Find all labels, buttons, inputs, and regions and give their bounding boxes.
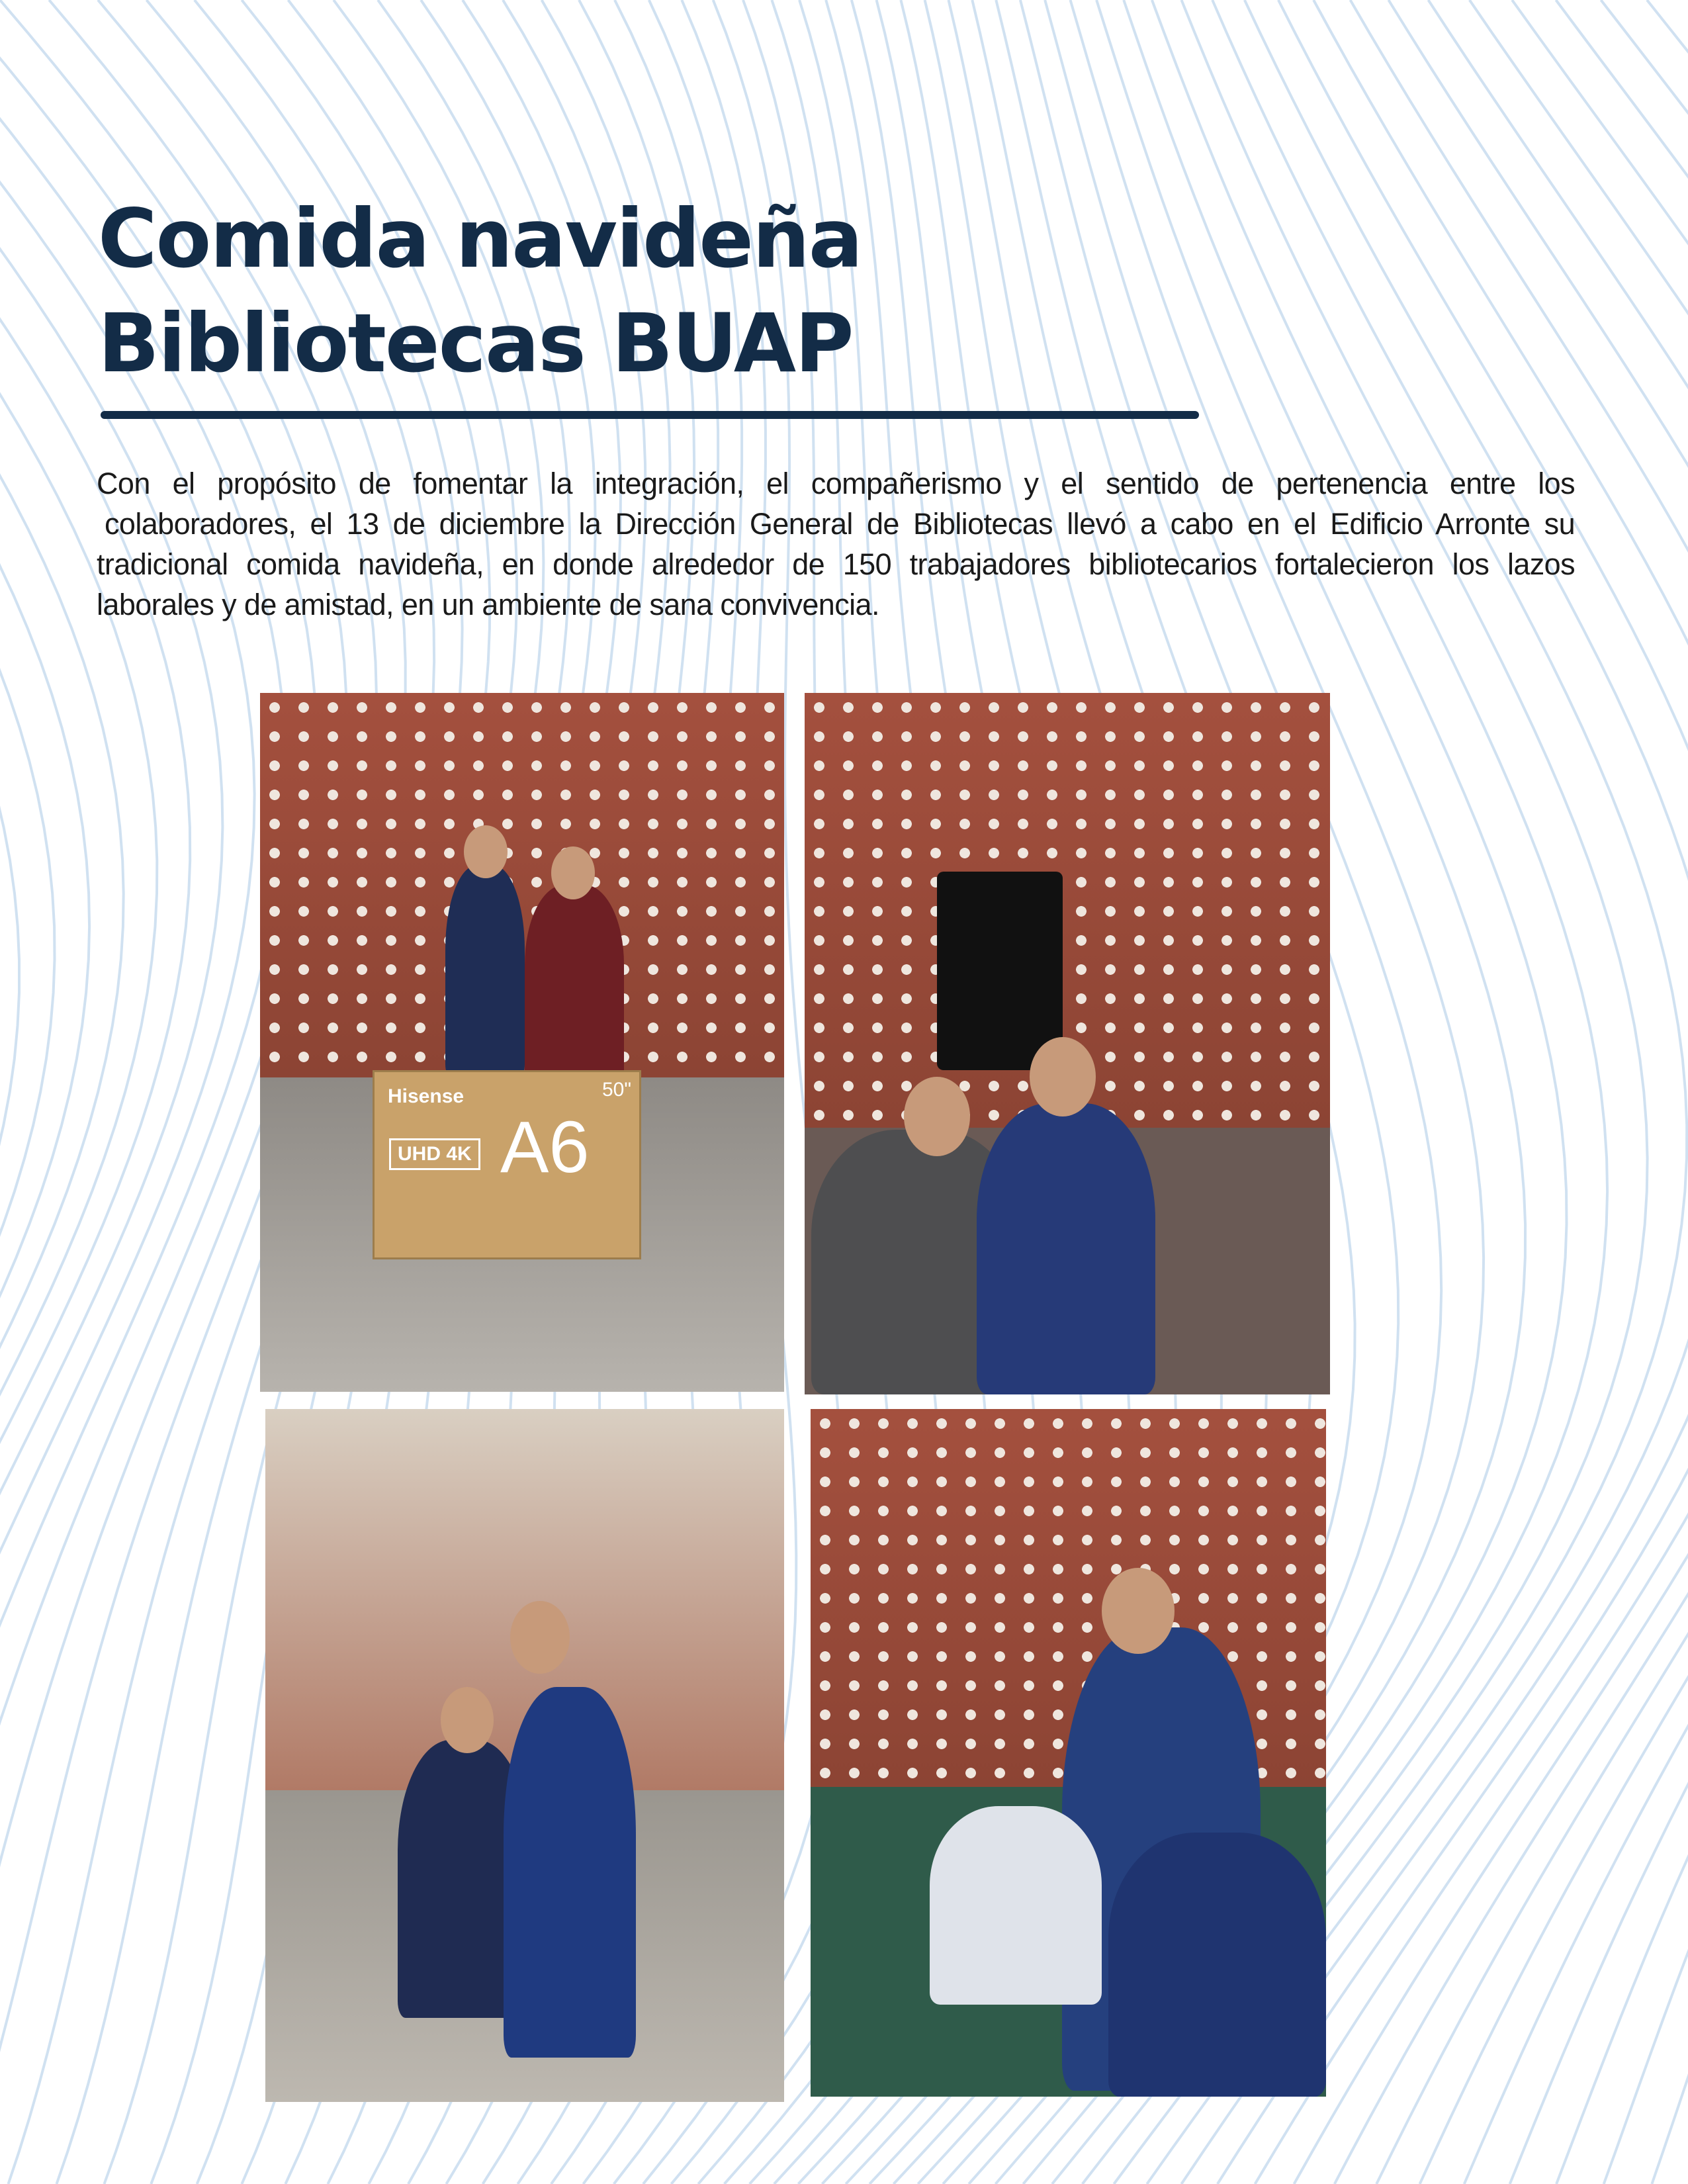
tv-box-size: 50"	[601, 1079, 631, 1101]
tv-box-brand: Hisense	[388, 1085, 465, 1107]
wave-line	[1556, 0, 1688, 2184]
person-head	[441, 1687, 494, 1753]
title-line-2: Bibliotecas BUAP	[98, 296, 853, 390]
photo-gift-handover	[805, 693, 1330, 1394]
person-head	[1030, 1037, 1096, 1116]
person-head	[464, 825, 508, 878]
title-divider	[101, 411, 1199, 419]
person-head	[551, 846, 595, 899]
wave-line	[1464, 0, 1688, 2184]
person	[930, 1806, 1102, 2005]
title-line-1: Comida navideña	[98, 192, 862, 286]
tv-box	[373, 1070, 641, 1259]
photo-courtyard	[265, 1409, 784, 2102]
body-line-1: Con el propósito de fomentar la integración, el compañerismo y el sentido de pertenencia entre los	[97, 467, 1575, 500]
wave-line	[0, 0, 19, 2184]
body-line-4: laborales y de amistad, en un ambiente de sana convivencia.	[97, 588, 879, 621]
person	[1108, 1833, 1326, 2097]
speaker	[937, 872, 1063, 1070]
photo-table-group	[811, 1409, 1326, 2097]
person-head	[904, 1077, 970, 1156]
wave-line	[1652, 0, 1688, 2184]
tv-box-model: A6	[500, 1107, 590, 1188]
person-head	[1102, 1568, 1175, 1654]
person-head	[510, 1601, 570, 1674]
tv-box-label: UHD 4K	[389, 1138, 480, 1170]
body-line-3: tradicional comida navideña, en donde alrededor de 150 trabajadores bibliotecarios fortalecieron los lazos	[97, 547, 1575, 581]
article-body	[97, 463, 1575, 625]
wave-line	[1294, 0, 1688, 2184]
person	[504, 1687, 636, 2058]
body-line-2: colaboradores, el 13 de diciembre la Dirección General de Bibliotecas llevó a cabo en el Edificio Arronte su	[105, 507, 1575, 541]
wave-line	[0, 0, 89, 2184]
photo-tv-prize	[260, 693, 784, 1392]
person	[525, 885, 624, 1083]
person	[977, 1103, 1155, 1394]
wave-line	[1510, 0, 1688, 2184]
page-title	[98, 187, 862, 396]
wave-line	[1376, 0, 1688, 2184]
person	[445, 865, 525, 1077]
